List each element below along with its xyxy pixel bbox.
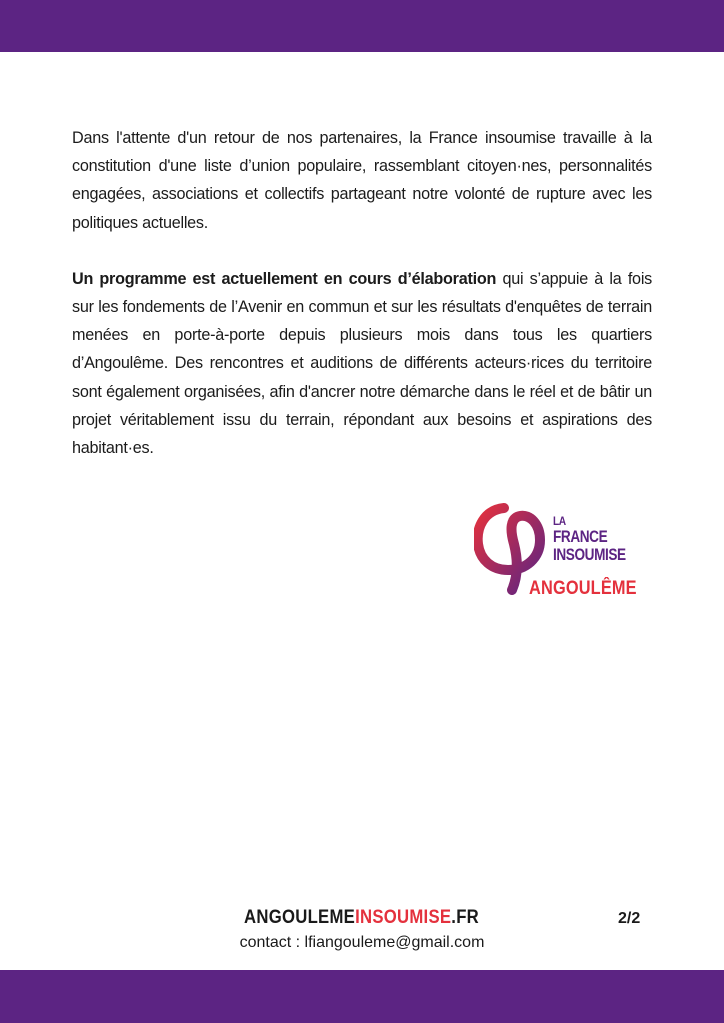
paragraph-1: Dans l'attente d'un retour de nos partenaires, la France insoumise travaille à la constitution d'une liste d’union populaire, rassemblant citoyen·nes, personnalités engagées, associations et collectifs partageant notre volonté de rupture avec les politiques actuelles. <box>72 129 652 232</box>
footer-contact[interactable]: contact : lfiangouleme@gmail.com <box>239 934 485 951</box>
logo-line-france: FRANCE <box>553 527 608 546</box>
body-text <box>72 124 652 462</box>
logo-line-insoumise: INSOUMISE <box>553 545 626 564</box>
page-number: 2/2 <box>618 910 641 927</box>
paragraph-2-rest: qui s’appuie à la fois sur les fondements de l’Avenir en commun et sur les résultats d'enquêtes de terrain menées en porte-à-porte depuis plusieurs mois dans tous les quartiers d’Angoulême. Des rencontres et auditions de différents acteurs·rices du territoire sont également organisées, afin d'ancrer notre démarche dans le réel et de bâtir un projet véritablement issu du terrain, répondant aux besoins et aspirations des habitant·es. <box>72 269 653 458</box>
site-part-2: INSOUMISE <box>355 907 452 928</box>
footer-band <box>0 970 724 1023</box>
header-band <box>0 0 724 52</box>
site-part-3: .FR <box>451 907 480 928</box>
paragraph-2 <box>72 265 652 462</box>
paragraph-2-lead: Un programme est actuellement en cours d’élaboration <box>72 269 497 288</box>
logo-city: ANGOULÊME <box>529 578 637 599</box>
logo-line-la: LA <box>553 514 566 528</box>
lfi-angouleme-logo <box>474 500 654 605</box>
site-part-1: ANGOULEME <box>244 907 356 928</box>
footer-website[interactable] <box>0 907 724 929</box>
